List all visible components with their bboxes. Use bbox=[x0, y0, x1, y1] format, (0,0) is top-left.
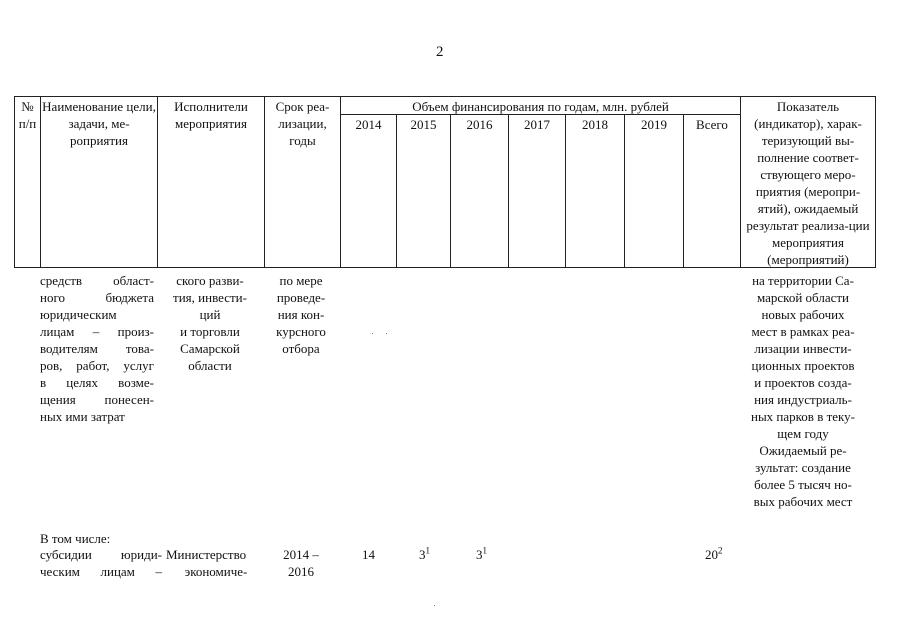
row1-indicator: на территории Са- марской области новых рабочих мест в рамках реа- лизации инвести- ционных проектов и проектов созда- ния индустриаль- ных парков в теку- щем году Ожидаемый ре- зультат: создание более 5 тысяч но- вых рабочих мест bbox=[750, 273, 855, 509]
row1-executors: ского разви- тия, инвести- ций и торговли Самарской области bbox=[173, 273, 247, 373]
scan-speck bbox=[386, 333, 387, 334]
row2-value-2014: 14 bbox=[362, 547, 375, 562]
row2-term: 2014 – 2016 bbox=[283, 547, 319, 579]
header-total: Всего bbox=[696, 117, 728, 132]
header-term: Срок реа-лизации, годы bbox=[275, 99, 330, 148]
scan-speck bbox=[372, 333, 373, 334]
row1-term: по мере проведе- ния кон- курсного отбора bbox=[276, 273, 326, 356]
header-year-2014: 2014 bbox=[355, 117, 382, 132]
year-divider bbox=[450, 114, 451, 267]
row2-value-2016: $3^1$ bbox=[476, 545, 487, 562]
header-indicator: Показатель (индикатор), харак-теризующий вы-полнение соответ-ствующего меро-приятия (меропри-ятий), ожидаемый результат реализа-ции мероприятия (мероприятий) bbox=[746, 99, 870, 267]
header-num: № п/п bbox=[18, 99, 37, 131]
header-year-2019: 2019 bbox=[641, 117, 667, 132]
row2-value-2015: $3^1$ bbox=[419, 545, 430, 562]
year-divider bbox=[624, 114, 625, 267]
header-name: Наименование цели, задачи, ме-роприятия bbox=[42, 99, 156, 148]
header-year-2017: 2017 bbox=[524, 117, 550, 132]
header-year-2016: 2016 bbox=[466, 117, 493, 132]
header-executors: Исполнители мероприятия bbox=[174, 99, 248, 131]
year-divider bbox=[683, 114, 684, 267]
year-divider bbox=[508, 114, 509, 267]
header-funding: Объем финансирования по годам, млн. рублей bbox=[412, 99, 669, 114]
row2-intro: В том числе: bbox=[40, 531, 111, 546]
page-number: 2 bbox=[436, 44, 444, 60]
row1-name: средств област- ного бюджета юридическим лицам – произ- водителям това- ров, работ, услуг в целях возме- щения понесен- ных ими затрат bbox=[40, 273, 154, 424]
header-year-2018: 2018 bbox=[582, 117, 608, 132]
row2-name: субсидии юриди- ческим лицам – bbox=[40, 547, 162, 579]
year-divider bbox=[396, 114, 397, 267]
row2-total: $20^2$ bbox=[705, 545, 723, 562]
row2-executors: Министерство экономиче- bbox=[166, 547, 248, 579]
table-header bbox=[14, 96, 876, 268]
year-divider bbox=[565, 114, 566, 267]
scan-speck bbox=[434, 605, 435, 606]
header-year-2015: 2015 bbox=[410, 117, 437, 132]
